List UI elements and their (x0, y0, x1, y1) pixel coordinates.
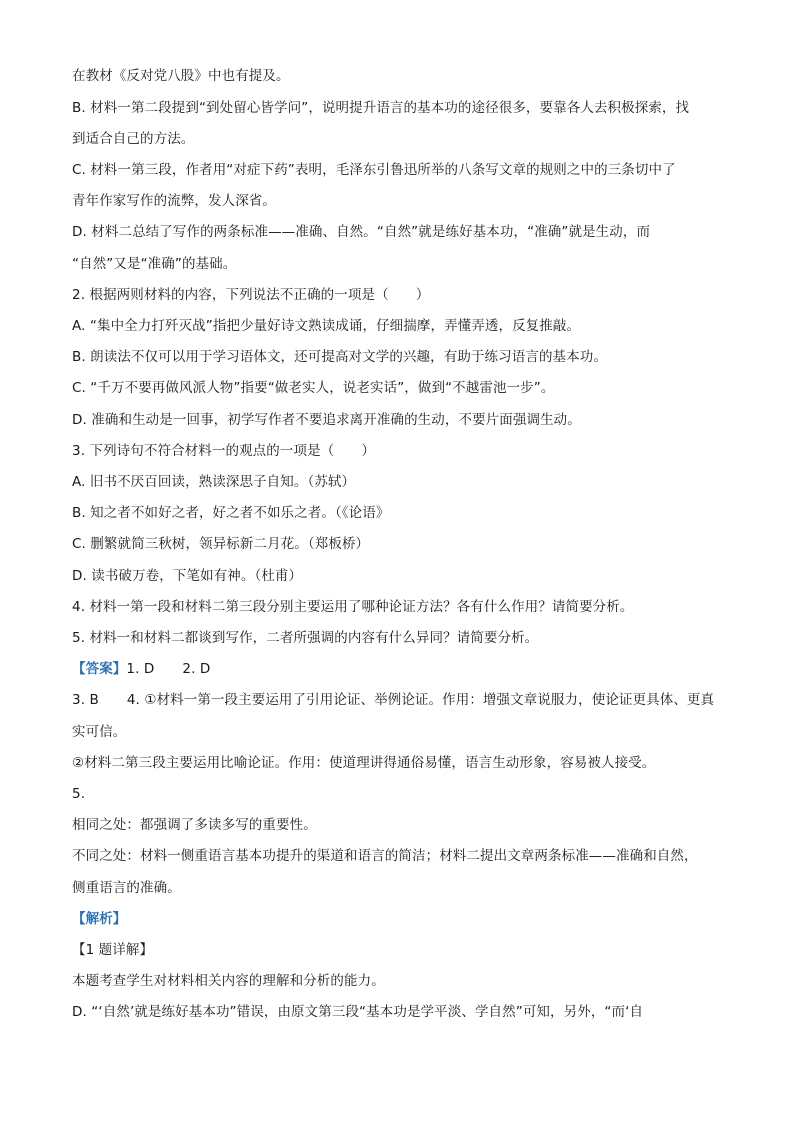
answer-4-cont: 实可信。 (72, 724, 127, 740)
answer-4-b: ②材料二第三段主要运用比喻论证。作用：使道理讲得通俗易懂，语言生动形象，容易被人接受。 (72, 755, 656, 771)
option-d: D. 准确和生动是一回事，初学写作者不要追求离开准确的生动，不要片面强调生动。 (72, 412, 581, 428)
answer-5-same: 相同之处：都强调了多读多写的重要性。 (72, 817, 317, 833)
answer-5: 5. (72, 786, 86, 802)
q1-intro: 本题考查学生对材料相关内容的理解和分析的能力。 (72, 973, 385, 989)
option-a: A. 旧书不厌百回读，熟读深思子自知。（苏轼） (72, 474, 356, 490)
answer-3: 3. B (72, 692, 99, 708)
q1-detail-label: 【1 题详解】 (72, 942, 154, 958)
question-3: 3. 下列诗句不符合材料一的观点的一项是（ ） (72, 443, 376, 459)
question-5: 5. 材料一和材料二都谈到写作，二者所强调的内容有什么异同？请简要分析。 (72, 630, 539, 646)
answer-line (72, 659, 732, 679)
text-line: 青年作家写作的流弊，发人深省。 (72, 193, 276, 209)
analysis-line (72, 909, 732, 929)
text-line: D. 材料二总结了写作的两条标准——准确、自然。“自然”就是练好基本功，“准确”就是生动，而 (72, 224, 651, 240)
answer-4: 4. ①材料一第一段主要运用了引用论证、举例论证。作用：增强文章说服力，使论证更具体、更真 (126, 692, 715, 708)
answer-5-diff: 不同之处：材料一侧重语言基本功提升的渠道和语言的简洁；材料二提出文章两条标准——准确和自然， (72, 848, 698, 864)
option-c: C. 删繁就简三秋树，领异标新二月花。（郑板桥） (72, 536, 370, 552)
option-b: B. 朗读法不仅可以用于学习语体文，还可提高对文学的兴趣，有助于练习语言的基本功。 (72, 349, 607, 365)
option-d: D. 读书破万卷，下笔如有神。（杜甫） (72, 568, 303, 584)
option-c: C. “千万不要再做风派人物”指要“做老实人，说老实话”，做到“不越雷池一步”。 (72, 380, 555, 396)
analysis-label: 【解析】 (72, 911, 127, 927)
text-line: C. 材料一第三段，作者用“对症下药”表明，毛泽东引鲁迅所举的八条写文章的规则之中的三条切中了 (72, 162, 676, 178)
text-line: 在教材《反对党八股》中也有提及。 (72, 68, 290, 84)
text-line: “自然”又是“准确”的基础。 (72, 256, 237, 272)
text-line: B. 材料一第二段提到“到处留心皆学问”，说明提升语言的基本功的途径很多，要靠各人去积极探索，找 (72, 100, 690, 116)
answer-1: 1. D (126, 661, 155, 677)
question-2: 2. 根据两则材料的内容，下列说法不正确的一项是（ ） (72, 287, 430, 303)
answer-label: 【答案】 (72, 661, 127, 677)
answer-line (72, 690, 732, 710)
q1-d-analysis: D. “‘自然’就是练好基本功”错误，由原文第三段“基本功是学平淡、学自然”可知，另外，“而‘自 (72, 1004, 644, 1020)
text-line: 到适合自己的方法。 (72, 131, 195, 147)
option-a: A. “集中全力打歼灭战”指把少量好诗文熟读成诵，仔细揣摩，弄懂弄透，反复推敲。 (72, 318, 581, 334)
answer-2: 2. D (182, 661, 211, 677)
option-b: B. 知之者不如好之者，好之者不如乐之者。（《论语》 (72, 505, 390, 521)
answer-5-diff-cont: 侧重语言的准确。 (72, 880, 181, 896)
question-4: 4. 材料一第一段和材料二第三段分别主要运用了哪种论证方法？各有什么作用？请简要分析。 (72, 599, 634, 615)
